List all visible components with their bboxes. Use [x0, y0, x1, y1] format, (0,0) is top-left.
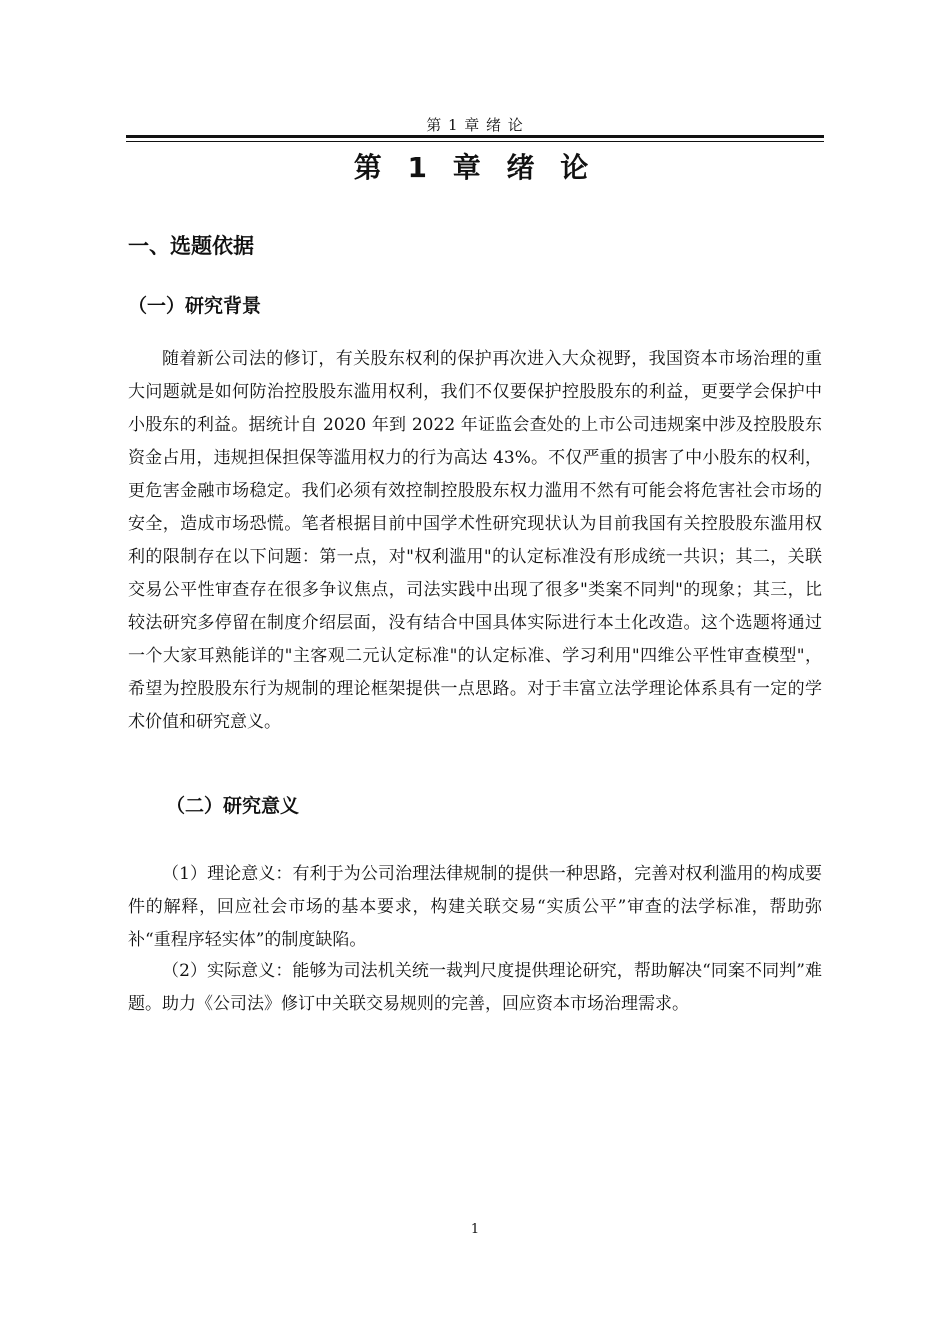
running-header: 第 1 章 绪 论 [426, 116, 524, 134]
subsection-heading-background: （一）研究背景 [128, 295, 262, 317]
paragraph-background: 随着新公司法的修订，有关股东权利的保护再次进入大众视野，我国资本市场治理的重大问题就是如何防治控股股东滥用权利，我们不仅要保护控股股东的利益，更要学会保护中小股东的利益。据统计自 2020 年到 2022 年证监会查处的上市公司违规案中涉及控股股东资金占用，违规担保担保等滥用权力的行为高达 43%。不仅严重的损害了中小股东的权利，更危害金融市场稳定。我们必须有效控制控股股东权力滥用不然有可能会将危害社会市场的安全，造成市场恐慌。笔者根据目前中国学术性研究现状认为目前我国有关控股股东滥用权利的限制存在以下问题：第一点，对"权利滥用"的认定标准没有形成统一共识；其二，关联交易公平性审查存在很多争议焦点，司法实践中出现了很多"类案不同判"的现象；其三，比较法研究多停留在制度介绍层面，没有结合中国具体实际进行本土化改造。这个选题将通过一个大家耳熟能详的"主客观二元认定标准"的认定标准、学习利用"四维公平性审查模型"，希望为控股股东行为规制的理论框架提供一点思路。对于丰富立法学理论体系具有一定的学术价值和研究意义。 [128, 349, 822, 732]
header-rule [126, 135, 824, 138]
section-heading: 一、选题依据 [128, 234, 254, 258]
subsection-heading-significance: （二）研究意义 [166, 795, 300, 817]
page-number: 1 [470, 1222, 480, 1237]
chapter-title: 第 1 章 绪 论 [353, 151, 597, 184]
header-rule-thin [126, 141, 824, 142]
paragraph-practical-significance: （2）实际意义：能够为司法机关统一裁判尺度提供理论研究，帮助解决“同案不同判”难题。助力《公司法》修订中关联交易规则的完善，回应资本市场治理需求。 [128, 961, 822, 1014]
paragraph-theoretical-significance: （1）理论意义：有利于为公司治理法律规制的提供一种思路，完善对权利滥用的构成要件的解释，回应社会市场的基本要求，构建关联交易“实质公平”审查的法学标准，帮助弥补“重程序轻实体”的制度缺陷。 [128, 864, 822, 950]
